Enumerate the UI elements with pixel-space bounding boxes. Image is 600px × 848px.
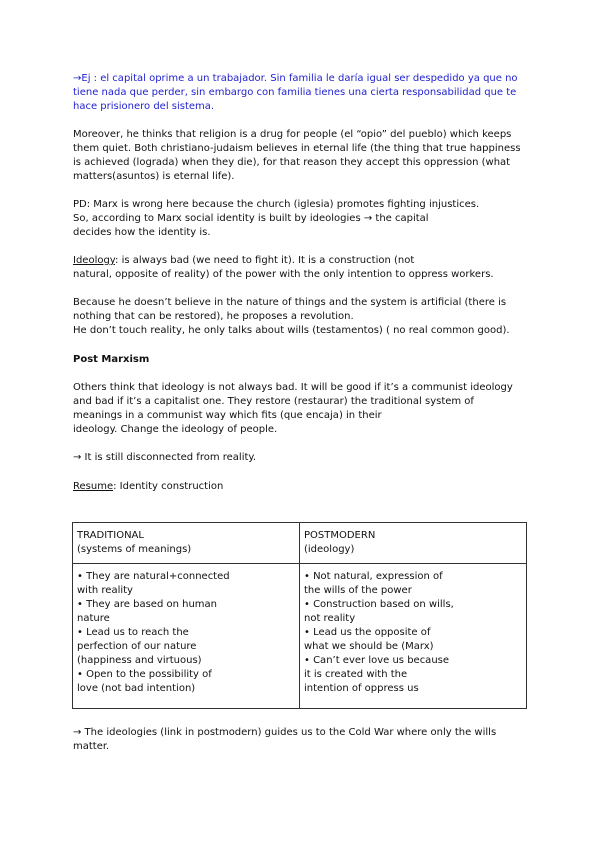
text-line: is achieved (lograda) when they die), for that reason they accept this oppression (what xyxy=(73,157,511,168)
cell-line: intention of oppress us xyxy=(304,683,419,694)
cell-line: with reality xyxy=(77,585,133,596)
disconnected-note: → It is still disconnected from reality. xyxy=(73,452,257,463)
text-line: Because he doesn’t believe in the nature of things and the system is artificial (there is xyxy=(73,297,507,308)
cell-line: love (not bad intention) xyxy=(77,683,196,694)
cell-line: not reality xyxy=(304,613,356,624)
cold-war-note xyxy=(73,726,535,754)
cell-line: nature xyxy=(77,613,110,624)
text-line: matters(asuntos) is eternal life). xyxy=(73,171,235,182)
text-line: natural, opposite of reality) of the power with the only intention to oppress workers. xyxy=(73,269,494,280)
text-line: decides how the identity is. xyxy=(73,227,211,238)
text-line: and bad if it’s a capitalist one. They restore (restaurar) the traditional system of xyxy=(73,396,474,407)
text-line: them quiet. Both christiano-judaism believes in eternal life (the thing that true happiness xyxy=(73,143,521,154)
postmodern-cell xyxy=(300,564,527,709)
text-line: So, according to Marx social identity is built by ideologies → the capital xyxy=(73,213,429,224)
resume-title: : Identity construction xyxy=(113,481,224,492)
ideology-paragraph xyxy=(73,254,535,282)
cell-line: (happiness and virtuous) xyxy=(77,655,202,666)
text-line: →Ej : el capital oprime a un trabajador. Sin familia le daría igual ser despedido ya que no xyxy=(73,73,518,84)
post-marxism-heading: Post Marxism xyxy=(73,354,150,365)
text-line xyxy=(73,254,535,268)
text-line: PD: Marx is wrong here because the church (iglesia) promotes fighting injustices. xyxy=(73,199,480,210)
text-line: nothing that can be restored), he proposes a revolution. xyxy=(73,311,354,322)
text-line: Moreover, he thinks that religion is a drug for people (el “opio” del pueblo) which keeps xyxy=(73,129,512,140)
cell-line: • They are based on human xyxy=(77,599,218,610)
ideology-term: Ideology xyxy=(73,255,116,266)
example-note xyxy=(73,72,535,114)
cell-line: • Not natural, expression of xyxy=(304,571,443,582)
table-row xyxy=(73,564,527,709)
cell-line: perfection of our nature xyxy=(77,641,197,652)
text-line: hace prisionero del sistema. xyxy=(73,101,215,112)
comparison-table xyxy=(72,522,527,709)
text-line: ideology. Change the ideology of people. xyxy=(73,424,278,435)
pd-paragraph xyxy=(73,198,535,240)
cell-line: • Construction based on wills, xyxy=(304,599,454,610)
cell-line: • Lead us to reach the xyxy=(77,627,189,638)
table-header-row xyxy=(73,523,527,564)
ideology-definition: : is always bad (we need to fight it). It is a construction (not xyxy=(115,255,415,266)
cell-line: • Lead us the opposite of xyxy=(304,627,431,638)
cell-line: the wills of the power xyxy=(304,585,412,596)
text-line: meanings in a communist way which fits (que encaja) in their xyxy=(73,410,382,421)
cell-line: • Open to the possibility of xyxy=(77,669,212,680)
header-postmodern: POSTMODERN (ideology) xyxy=(300,523,527,564)
text-line: Others think that ideology is not always bad. It will be good if it’s a communist ideology xyxy=(73,382,513,393)
text-line: tiene nada que perder, sin embargo con familia tienes una cierta responsabilidad que te xyxy=(73,87,517,98)
cell-line: what we should be (Marx) xyxy=(304,641,434,652)
religion-paragraph xyxy=(73,128,535,184)
cell-line: it is created with the xyxy=(304,669,408,680)
resume-line xyxy=(73,480,535,494)
traditional-cell xyxy=(73,564,300,709)
resume-label: Resume xyxy=(73,481,114,492)
text-line: matter. xyxy=(73,741,110,752)
post-marxism-paragraph xyxy=(73,381,535,437)
text-line: → The ideologies (link in postmodern) guides us to the Cold War where only the wills xyxy=(73,727,497,738)
revolution-paragraph xyxy=(73,296,535,338)
cell-line: • Can’t ever love us because xyxy=(304,655,450,666)
cell-line: • They are natural+connected xyxy=(77,571,230,582)
text-line: He don’t touch reality, he only talks about wills (testamentos) ( no real common good). xyxy=(73,325,510,336)
header-traditional: TRADITIONAL (systems of meanings) xyxy=(73,523,300,564)
